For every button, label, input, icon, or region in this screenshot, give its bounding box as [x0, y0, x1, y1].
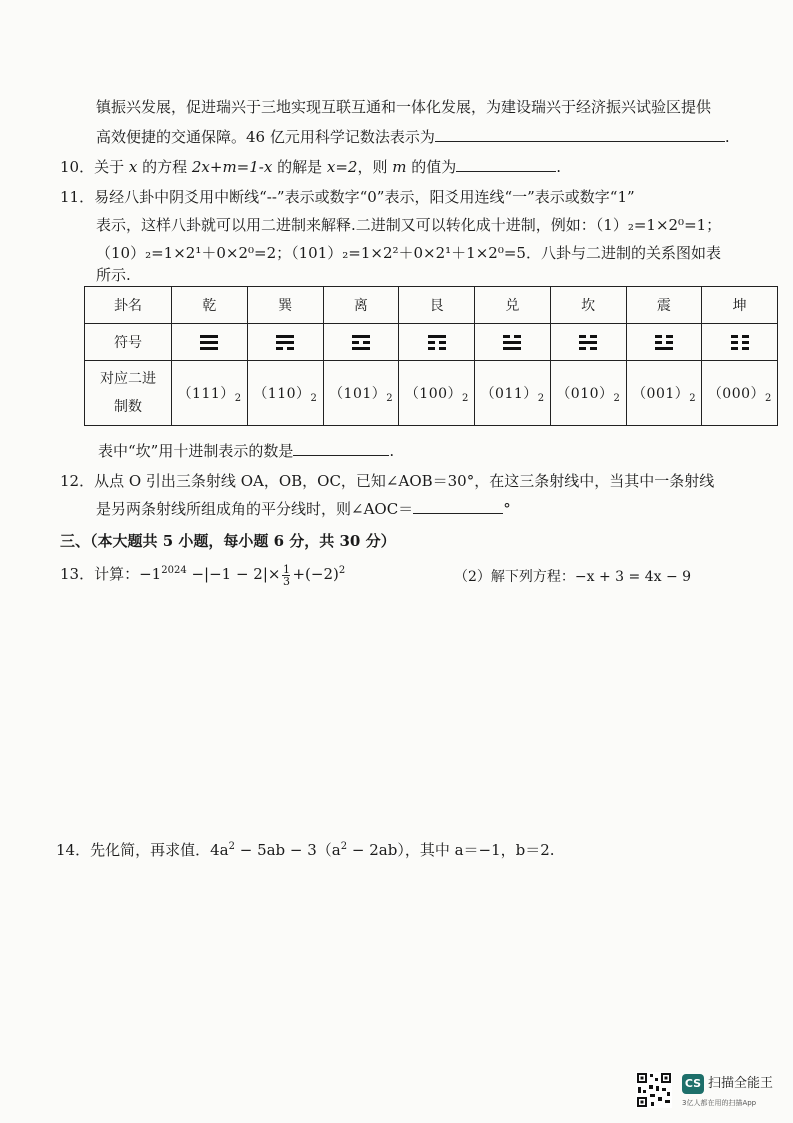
question-12-line-1	[60, 470, 714, 492]
q11-text-1: 易经八卦中阴爻用中断线“--”表示或数字“0”表示，阳爻用连线“一”表示或数字“1”	[94, 188, 635, 206]
row-label-symbol: 符号	[85, 324, 172, 361]
yin-line	[731, 347, 749, 350]
question-13-part-2	[454, 566, 691, 588]
yin-line	[276, 347, 294, 350]
binary-base: 2	[386, 392, 393, 404]
q14-text-b: − 5ab − 3（a	[234, 841, 341, 859]
yin-line	[428, 341, 446, 344]
trigram-icon	[276, 335, 294, 350]
row-label-name: 卦名	[85, 287, 172, 324]
q14-exp-b: 2	[340, 841, 348, 852]
q10-text-e: 的值为	[406, 158, 457, 176]
gua-name-6: 震	[626, 287, 702, 324]
line-segment	[731, 347, 738, 350]
line-segment	[352, 335, 370, 338]
intro-line-1	[96, 96, 711, 118]
gua-name-3: 艮	[399, 287, 475, 324]
question-10	[60, 156, 561, 178]
yin-line	[428, 347, 446, 350]
line-segment	[439, 341, 446, 344]
line-segment	[428, 347, 435, 350]
q14-text-a: 先化简，再求值．4a	[90, 841, 229, 859]
line-segment	[742, 347, 749, 350]
question-11-line-2	[96, 214, 721, 236]
intro-text-2: 高效便捷的交通保障。46 亿元用科学记数法表示为	[96, 128, 435, 146]
yin-line	[503, 335, 521, 338]
binary-cell-6	[626, 361, 702, 426]
line-segment	[742, 335, 749, 338]
question-13	[60, 560, 345, 587]
q10-var-m: m	[392, 158, 407, 176]
trigram-cell	[172, 324, 248, 361]
q10-text-b: 的方程	[137, 158, 192, 176]
binary-value: （110）	[253, 385, 311, 402]
question-11-line-1	[60, 186, 635, 208]
question-14	[56, 836, 555, 861]
camscanner-logo-icon: CS	[682, 1074, 704, 1094]
yang-line	[200, 347, 218, 350]
binary-value: （011）	[480, 385, 538, 402]
line-segment	[276, 347, 283, 350]
q13-expr-c: +(−2)	[292, 565, 339, 583]
q10-var-x: x	[128, 158, 138, 176]
line-segment	[503, 347, 521, 350]
q10-equation: 2x+m=1-x	[191, 158, 273, 176]
yang-line	[200, 341, 218, 344]
line-segment	[287, 347, 294, 350]
q13-part2-text: （2）解下列方程：−x + 3 = 4x − 9	[454, 569, 692, 585]
line-segment	[590, 347, 597, 350]
gua-name-1: 巽	[247, 287, 323, 324]
q14-exp-a: 2	[228, 841, 235, 852]
binary-cell-1	[247, 361, 323, 426]
yin-line	[731, 335, 749, 338]
binary-cell-2	[323, 361, 399, 426]
q13-exp-a: 2024	[161, 565, 187, 576]
line-segment	[276, 335, 294, 338]
line-segment	[503, 335, 510, 338]
question-11-after-table	[98, 440, 394, 462]
answer-blank-12[interactable]	[413, 499, 503, 514]
row-label-binary-1: 对应二进	[100, 371, 156, 387]
line-segment	[352, 341, 359, 344]
trigram-cell	[399, 324, 475, 361]
row-label-binary-2: 制数	[114, 399, 142, 415]
binary-base: 2	[689, 392, 696, 404]
q10-text-a: 关于	[94, 158, 129, 176]
footer-tagline: 3亿人都在用的扫描App	[682, 1099, 757, 1107]
binary-base: 2	[765, 392, 772, 404]
q11-text-3: （10）₂=1×2¹＋0×2⁰=2；（101）₂=1×2²＋0×2¹＋1×2⁰=5．八卦与二进制的关系图如表	[96, 244, 721, 262]
yang-line	[276, 335, 294, 338]
question-number: 12．	[60, 472, 95, 490]
trigram-icon	[428, 335, 446, 350]
line-segment	[200, 341, 218, 344]
binary-value: （100）	[404, 385, 463, 402]
line-segment	[276, 341, 294, 344]
question-number: 13．	[60, 565, 95, 583]
frac-denominator: 3	[282, 574, 290, 588]
binary-cell-4	[475, 361, 551, 426]
q10-end: .	[556, 158, 562, 176]
binary-value: （101）	[329, 385, 387, 402]
trigram-icon	[731, 335, 749, 350]
yang-line	[276, 341, 294, 344]
intro-line-2: 高效便捷的交通保障。46 亿元用科学记数法表示为 .	[96, 128, 730, 146]
section-3-title: 三、（本大题共 5 小题，每小题 6 分，共 30 分）	[60, 532, 396, 550]
binary-value: （000）	[707, 385, 766, 402]
trigram-icon	[579, 335, 597, 350]
q14-text-c: − 2ab），其中 a＝−1，b＝2.	[347, 841, 555, 859]
gua-name-5: 坎	[550, 287, 626, 324]
line-segment	[655, 347, 673, 350]
trigram-cell	[626, 324, 702, 361]
line-segment	[579, 341, 597, 344]
q13-exp-c: 2	[338, 565, 346, 576]
yin-line	[579, 347, 597, 350]
trigram-cell	[702, 324, 778, 361]
line-segment	[655, 341, 662, 344]
intro-text-1: 镇振兴发展，促进瑞兴于三地实现互联互通和一体化发展，为建设瑞兴于经济振兴试验区提供	[96, 98, 712, 116]
line-segment	[439, 347, 446, 350]
line-segment	[655, 335, 662, 338]
line-segment	[352, 347, 370, 350]
binary-cell-0	[172, 361, 248, 426]
line-segment	[428, 341, 435, 344]
table-row-symbols	[85, 324, 778, 361]
trigram-cell	[475, 324, 551, 361]
gua-name-4: 兑	[475, 287, 551, 324]
q10-solution: x=2	[326, 158, 358, 176]
line-segment	[579, 335, 586, 338]
line-segment	[579, 347, 586, 350]
binary-base: 2	[462, 392, 469, 404]
trigram-cell	[323, 324, 399, 361]
binary-base: 2	[613, 392, 620, 404]
yin-line	[655, 335, 673, 338]
line-segment	[200, 347, 218, 350]
yang-line	[200, 335, 218, 338]
gua-name-7: 坤	[702, 287, 778, 324]
answer-blank-10[interactable]	[456, 157, 556, 172]
binary-value: （010）	[556, 385, 614, 402]
question-11-line-4	[96, 264, 131, 286]
gua-name-0: 乾	[172, 287, 248, 324]
yang-line	[579, 341, 597, 344]
yin-line	[655, 341, 673, 344]
trigram-cell	[550, 324, 626, 361]
q13-fraction	[282, 564, 290, 587]
yin-line	[352, 341, 370, 344]
trigram-icon	[200, 335, 218, 350]
q13-expr-b: −|−1 − 2|×	[186, 565, 281, 583]
q13-label: 计算：	[94, 565, 140, 583]
answer-blank-9[interactable]	[435, 127, 725, 142]
footer-app-name: 扫描全能王	[708, 1076, 774, 1091]
q11-text-4: 所示.	[96, 266, 131, 284]
yin-line	[579, 335, 597, 338]
q13-expr-a: −1	[139, 565, 162, 583]
yang-line	[503, 347, 521, 350]
bagua-table	[84, 286, 778, 426]
frac-numerator: 1	[282, 562, 290, 576]
line-segment	[590, 335, 597, 338]
binary-value: （111）	[177, 385, 235, 402]
yang-line	[352, 335, 370, 338]
yang-line	[503, 341, 521, 344]
q12-text-1: 从点 O 引出三条射线 OA，OB，OC，已知∠AOB＝30°，在这三条射线中，当其中一条射线	[94, 472, 715, 490]
question-number: 11．	[60, 188, 95, 206]
yang-line	[352, 347, 370, 350]
trigram-icon	[655, 335, 673, 350]
line-segment	[666, 335, 673, 338]
row-label-binary	[85, 361, 172, 426]
line-segment	[514, 335, 521, 338]
trigram-icon	[503, 335, 521, 350]
line-segment	[503, 341, 521, 344]
line-segment	[363, 341, 370, 344]
line-segment	[742, 341, 749, 344]
q11-text-2: 表示，这样八卦就可以用二进制来解释.二进制又可以转化成十进制，例如：（1）₂=1×2⁰=1；	[96, 216, 722, 234]
q11-end: .	[389, 442, 395, 460]
qr-code-icon	[636, 1072, 672, 1108]
question-number: 14．	[56, 841, 91, 859]
binary-base: 2	[234, 392, 242, 404]
line-segment	[428, 335, 446, 338]
binary-value: （001）	[632, 385, 690, 402]
gua-name-2: 离	[323, 287, 399, 324]
line-segment	[666, 341, 673, 344]
answer-blank-11[interactable]	[293, 441, 389, 456]
line-segment	[731, 341, 738, 344]
trigram-cell	[247, 324, 323, 361]
q11-after-text: 表中“坎”用十进制表示的数是	[98, 442, 294, 460]
q10-text-c: 的解是	[272, 158, 327, 176]
table-row-names	[85, 287, 778, 324]
question-12-line-2	[96, 498, 511, 520]
binary-base: 2	[537, 392, 545, 404]
line-segment	[731, 335, 738, 338]
q10-text-d: ，则	[357, 158, 393, 176]
binary-cell-7	[702, 361, 778, 426]
binary-cell-3	[399, 361, 475, 426]
binary-cell-5	[550, 361, 626, 426]
yang-line	[655, 347, 673, 350]
yang-line	[428, 335, 446, 338]
trigram-icon	[352, 335, 370, 350]
question-number: 10．	[60, 158, 95, 176]
q12-text-2: 是另两条射线所组成角的平分线时，则∠AOC＝	[96, 500, 414, 518]
binary-base: 2	[310, 392, 317, 404]
q12-end: °	[503, 500, 511, 518]
yin-line	[731, 341, 749, 344]
table-row-binary	[85, 361, 778, 426]
line-segment	[200, 335, 218, 338]
question-11-line-3	[96, 242, 721, 264]
section-3-heading	[60, 530, 396, 552]
